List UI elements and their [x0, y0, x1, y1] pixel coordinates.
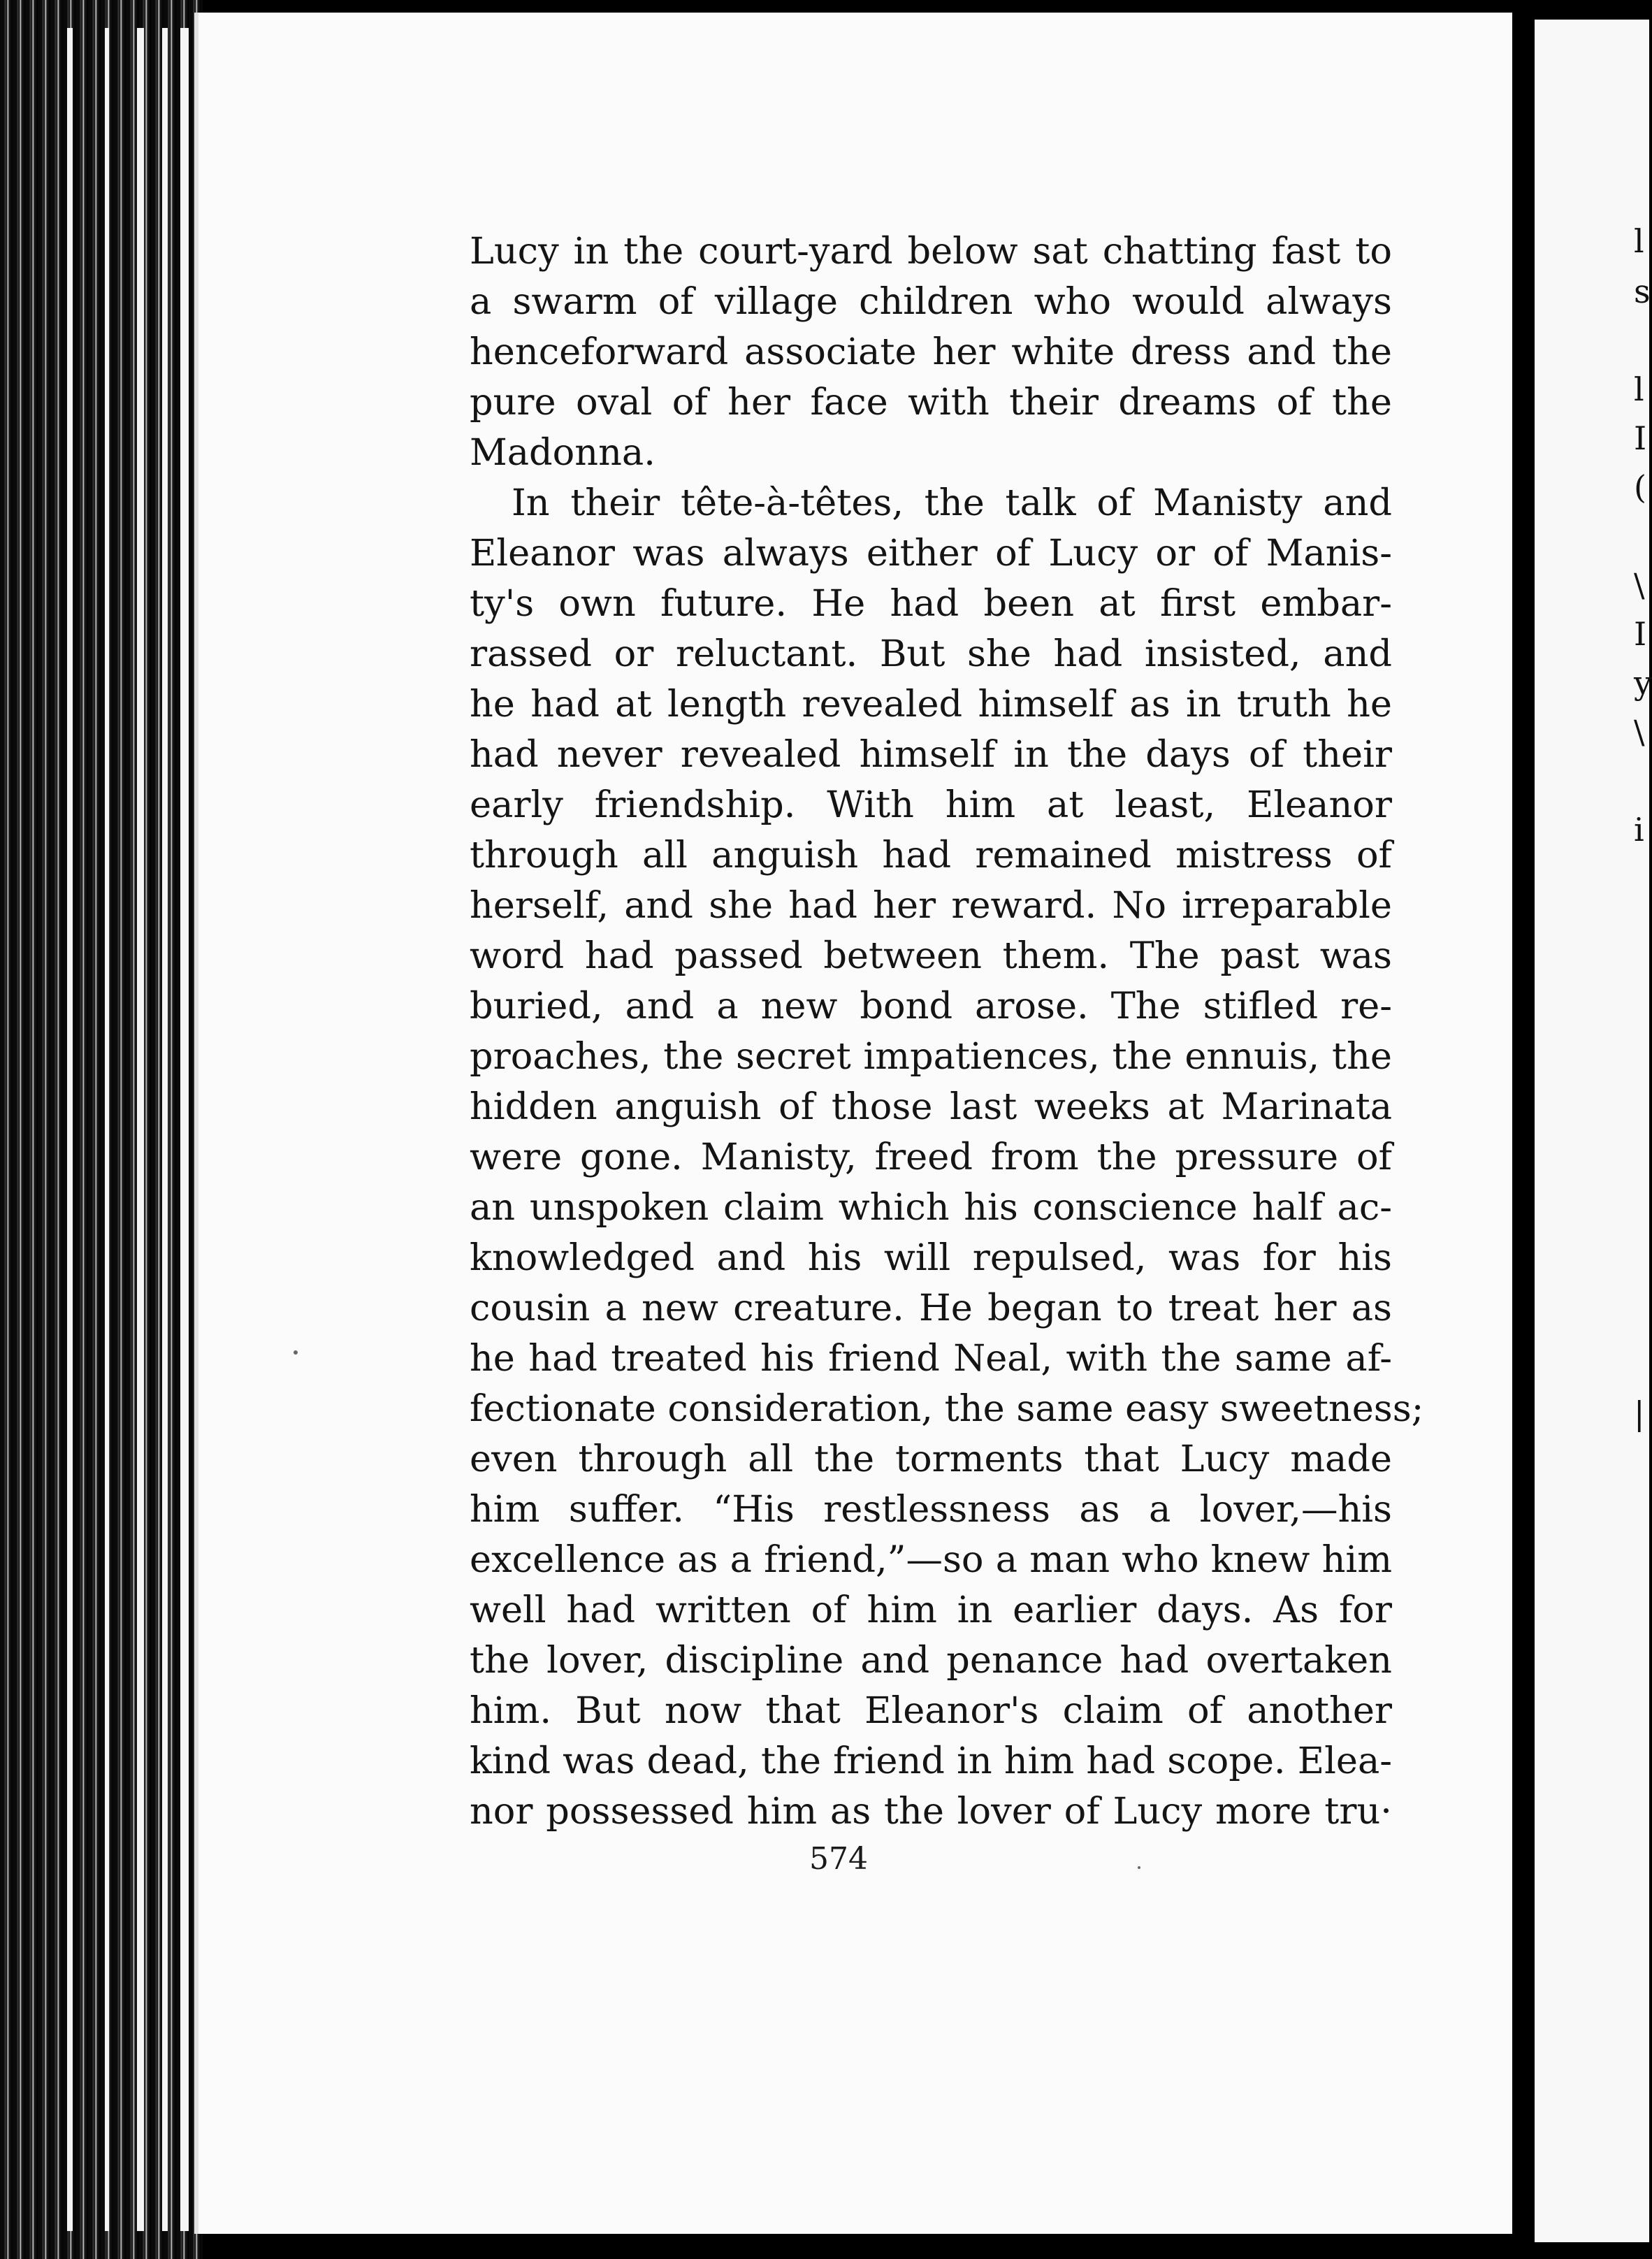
facing-fragment: I: [1634, 615, 1647, 653]
facing-fragment: l: [1634, 222, 1644, 260]
scan-speck: [1138, 1866, 1140, 1869]
page-number-text: 574: [809, 1841, 868, 1877]
facing-fragment: s: [1634, 273, 1651, 310]
facing-fragment: l: [1634, 370, 1644, 408]
text-line: proaches, the secret impatiences, the ennuis, the: [470, 1035, 1392, 1078]
text-line: hidden anguish of those last weeks at Marinata: [470, 1085, 1392, 1128]
facing-fragment: (: [1634, 468, 1646, 506]
text-line: through all anguish had remained mistress of: [470, 834, 1392, 876]
page-number: [0, 1841, 1649, 1877]
text-line: kind was dead, the friend in him had scope. Elea-: [470, 1740, 1392, 1782]
facing-fragment: I: [1634, 419, 1647, 457]
text-line: word had passed between them. The past was: [470, 934, 1392, 977]
text-line: early friendship. With him at least, Eleanor: [470, 784, 1392, 826]
facing-fragment: \: [1634, 566, 1645, 604]
facing-fragment: i: [1634, 811, 1644, 849]
facing-fragment: y: [1634, 664, 1652, 702]
book-page-edges: [0, 0, 203, 2259]
text-line: he had treated his friend Neal, with the same af-: [470, 1337, 1392, 1380]
text-line: were gone. Manisty, freed from the pressure of: [470, 1136, 1392, 1178]
text-line: pure oval of her face with their dreams of the: [470, 381, 1392, 424]
facing-page-edge: [1535, 20, 1649, 2242]
text-line: Lucy in the court-yard below sat chatting fast to: [470, 230, 1392, 273]
text-line: herself, and she had her reward. No irreparable: [470, 884, 1392, 927]
text-line: had never revealed himself in the days of their: [470, 733, 1392, 776]
text-line: him. But now that Eleanor's claim of another: [470, 1689, 1392, 1732]
text-line: him suffer. “His restlessness as a lover,—his: [470, 1488, 1392, 1531]
text-line: Eleanor was always either of Lucy or of Manis-: [470, 532, 1392, 575]
text-line: a swarm of village children who would always: [470, 280, 1392, 323]
facing-fragment: \: [1634, 713, 1645, 751]
text-line: excellence as a friend,”—so a man who knew him: [470, 1538, 1392, 1581]
text-line: In their tête-à-têtes, the talk of Manisty and: [512, 482, 1392, 524]
text-line: nor possessed him as the lover of Lucy more tru·: [470, 1790, 1392, 1833]
text-line: cousin a new creature. He began to treat her as: [470, 1287, 1392, 1329]
text-line: ty's own future. He had been at first embar-: [470, 582, 1392, 625]
text-line: the lover, discipline and penance had overtaken: [470, 1639, 1392, 1682]
text-line: Madonna.: [470, 431, 655, 474]
scan-speck: [294, 1350, 298, 1355]
text-line: fectionate consideration, the same easy sweetness;: [470, 1387, 1424, 1430]
text-line: knowledged and his will repulsed, was for his: [470, 1236, 1392, 1279]
text-line: henceforward associate her white dress and the: [470, 331, 1392, 373]
text-line: even through all the torments that Lucy made: [470, 1438, 1392, 1480]
text-line: well had written of him in earlier days. As for: [470, 1589, 1392, 1631]
facing-fragment: |: [1634, 1394, 1645, 1432]
text-line: an unspoken claim which his conscience half ac-: [470, 1186, 1392, 1229]
text-line: rassed or reluctant. But she had insisted, and: [470, 633, 1392, 675]
body-text: [470, 226, 1424, 1837]
text-line: buried, and a new bond arose. The stifled re-: [470, 985, 1392, 1027]
text-line: he had at length revealed himself as in truth he: [470, 683, 1392, 726]
